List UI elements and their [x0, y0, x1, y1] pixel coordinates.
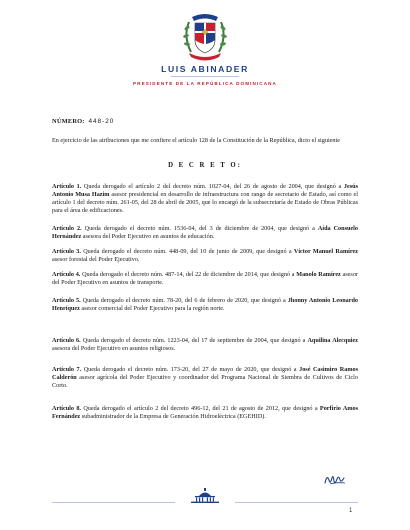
article-6 [52, 337, 358, 353]
designee-name: Porfirio Amos Fernández [52, 405, 358, 420]
footer-divider-right [235, 502, 358, 503]
designee-name: Manolo Ramírez [296, 271, 341, 278]
article-2 [52, 225, 358, 241]
article-text: Queda derogado el decreto núm. 173-20, del 27 de mayo de 2020, que designó a [81, 366, 300, 373]
article-label: Artículo 6. [52, 337, 81, 344]
article-text: Queda derogado el decreto núm. 1536-04, del 3 de diciembre de 2004, que designó a [81, 225, 318, 232]
designee-name: José Casimiro Ramos Calderón [52, 366, 358, 381]
article-3 [52, 248, 358, 264]
article-text: asesor forestal del Poder Ejecutivo. [52, 256, 140, 263]
article-text: asesora del Poder Ejecutivo en asuntos religiosos. [52, 345, 176, 352]
article-label: Artículo 3. [52, 248, 81, 255]
article-text: asesor agrícola del Poder Ejecutivo y coordinador del Programa Nacional de Siembra de Cultivos de Ciclo Corto. [52, 374, 358, 389]
designee-name: Jesús Antonio Musa Hazim [52, 183, 358, 198]
designee-name: Víctor Manuel Ramírez [293, 248, 358, 255]
article-8 [52, 405, 358, 421]
footer-divider-left [52, 502, 175, 503]
signature-mark [322, 470, 348, 488]
article-label: Artículo 8. [52, 405, 81, 412]
article-text: Queda derogado el decreto núm. 487-14, del 22 de diciembre de 2014, que designó a [80, 271, 297, 278]
article-text: asesor presidencial en desarrollo de infraestructura con rango de secretario de Estado, así como el artículo 1 del decreto núm. 261-05, del 28 de abril de 2005, que lo encargó de la subsecretaría de Estado de Obras Públicas para el área de edificaciones. [52, 191, 358, 214]
article-5 [52, 297, 358, 313]
article-text: asesor comercial del Poder Ejecutivo para la región norte. [79, 305, 225, 312]
article-label: Artículo 7. [52, 366, 82, 373]
palace-emblem-icon [187, 488, 223, 504]
article-7 [52, 366, 358, 390]
article-text: asesor del Poder Ejecutivo en asuntos de transporte. [52, 271, 358, 286]
intro-paragraph: En ejercicio de las atribuciones que me confiere el artículo 128 de la Constitución de la República, dicto el siguiente [52, 137, 340, 144]
article-text: asesora del Poder Ejecutivo en asuntos de educación. [81, 233, 215, 240]
decree-number-value: 448-20 [88, 118, 115, 125]
article-text: Queda derogado el decreto núm. 448-09, del 10 de junio de 2009, que designó a [80, 248, 294, 255]
article-label: Artículo 2. [52, 225, 82, 232]
coat-of-arms-icon [175, 8, 235, 64]
decree-heading: D E C R E T O: [168, 162, 242, 169]
article-text: Queda derogado el artículo 2 del decreto núm. 1027-04, del 26 de agosto de 2004, que designó a [81, 183, 344, 190]
president-name: LUIS ABINADER [161, 64, 249, 74]
decree-number [52, 118, 114, 125]
president-title: PRESIDENTE DE LA REPÚBLICA DOMINICANA [133, 81, 277, 86]
page-number: 1 [349, 508, 353, 514]
article-label: Artículo 4. [52, 271, 81, 278]
designee-name: Jhonny Antonio Leonardo Henríquez [52, 297, 359, 312]
article-text: Queda derogado el decreto núm. 78-20, del 6 de febrero de 2020, que designó a [80, 297, 288, 304]
article-label: Artículo 5. [52, 297, 81, 304]
article-text: Queda derogado el decreto núm. 1223-04, del 17 de septiembre de 2004, que designó a [80, 337, 308, 344]
article-text: subadministrador de la Empresa de Generación Hidroeléctrica (EGEHID). [80, 413, 266, 420]
article-4 [52, 271, 358, 287]
article-text: Queda derogado el artículo 2 del decreto 496-12, del 21 de agosto de 2012, que designó a [80, 405, 320, 412]
decree-number-label: NÚMERO: [52, 118, 85, 125]
article-label: Artículo 1. [52, 183, 82, 190]
designee-name: Aquilina Alecquiez [307, 337, 358, 344]
article-1 [52, 183, 358, 215]
header-divider [171, 76, 239, 77]
designee-name: Aída Consuelo Hernández [52, 225, 358, 240]
